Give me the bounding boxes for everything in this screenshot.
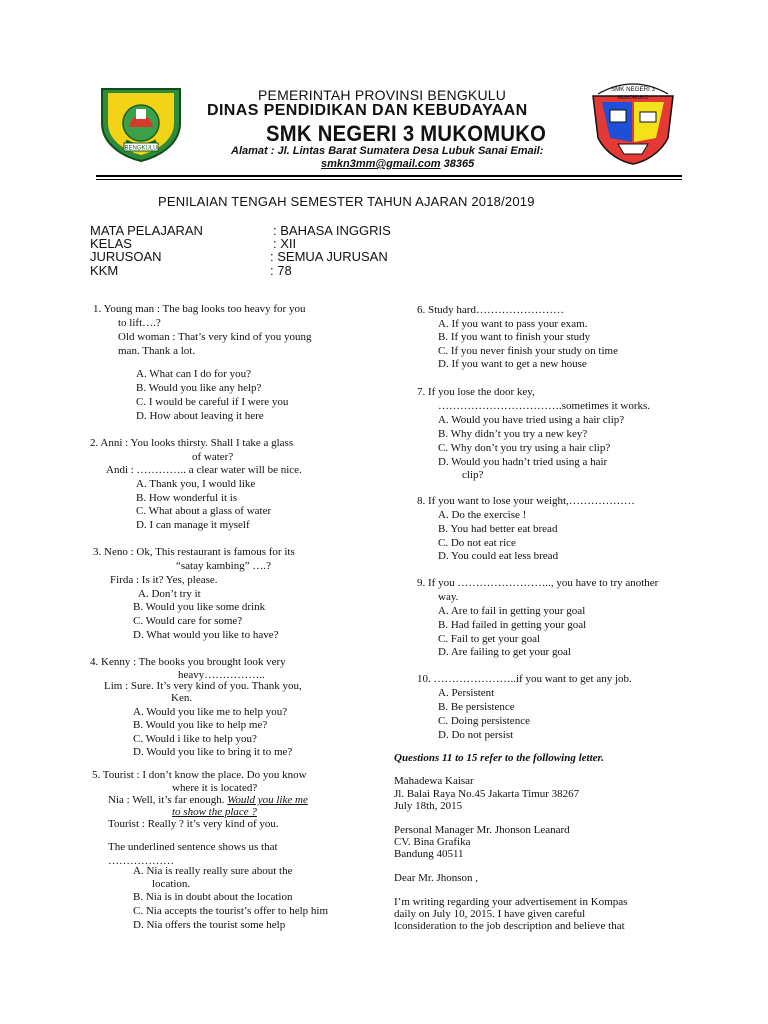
q6-option-d: D. If you want to get a new house <box>438 358 587 370</box>
letter-instruction: Questions 11 to 15 refer to the following letter. <box>394 752 604 764</box>
q3-line-3: Firda : Is it? Yes, please. <box>110 574 218 586</box>
school-email[interactable]: smkn3mm@gmail.com <box>321 158 441 170</box>
q9-option-b: B. Had failed in getting your goal <box>438 619 587 631</box>
q8-line-1: 8. If you want to lose your weight,……………… <box>417 495 635 507</box>
q3-option-d: D. What would you like to have? <box>133 629 279 641</box>
header-rule-thin <box>96 179 682 180</box>
q5-option-b: B. Nia is in doubt about the location <box>133 891 293 903</box>
q8-option-d: D. You could eat less bread <box>438 550 559 562</box>
q9-line-1: 9. If you …………………….., you have to try another <box>417 577 659 589</box>
q7-option-b: B. Why didn’t you try a new key? <box>438 428 588 440</box>
government-line: PEMERINTAH PROVINSI BENGKULU <box>258 87 507 103</box>
meta-value-subject: : BAHASA INGGRIS <box>273 223 391 238</box>
meta-label-major: JURUSOAN <box>90 249 162 264</box>
province-crest-logo <box>96 83 186 163</box>
q9-option-d: D. Are failing to get your goal <box>438 646 571 658</box>
q4-line-3: Lim : Sure. It’s very kind of you. Thank you, <box>104 680 302 692</box>
q5-option-c: C. Nia accepts the tourist’s offer to help him <box>133 905 329 917</box>
q1-option-b: B. Would you like any help? <box>136 382 262 394</box>
q9-option-c: C. Fail to get your goal <box>438 633 541 645</box>
q7-option-d: D. Would you hadn’t tried using a hair <box>438 456 608 468</box>
q10-option-b: B. Be persistence <box>438 701 515 713</box>
school-emblem-logo <box>588 80 678 166</box>
q6-line-1: 6. Study hard…………………… <box>417 304 564 316</box>
q8-option-a: A. Do the exercise ! <box>438 509 527 521</box>
q2-line-1: 2. Anni : You looks thirsty. Shall I take a glass <box>90 437 294 449</box>
q7-line-1: 7. If you lose the door key, <box>417 386 535 398</box>
q2-option-a: A. Thank you, I would like <box>136 478 256 490</box>
q8-option-b: B. You had better eat bread <box>438 523 558 535</box>
q4-line-2: heavy…………….. <box>178 669 265 681</box>
q7-option-d-cont: clip? <box>462 469 484 481</box>
school-address: Alamat : Jl. Lintas Barat Sumatera Desa Lubuk Sanai Email: <box>231 145 544 157</box>
q5-option-d: D. Nia offers the tourist some help <box>133 919 286 931</box>
q3-option-b: B. Would you like some drink <box>133 601 266 613</box>
q5-line-3-text: Nia : Well, it’s far enough. <box>108 794 228 806</box>
emblem-label: SMK NEGERI 3 <box>610 86 656 93</box>
q3-line-2: “satay kambing” ….? <box>176 560 271 572</box>
q4-option-c: C. Would i like to help you? <box>133 733 257 745</box>
meta-value-class: : XII <box>273 236 297 251</box>
q6-option-b: B. If you want to finish your study <box>438 331 591 343</box>
q3-option-c: C. Would care for some? <box>133 615 243 627</box>
q7-option-c: C. Why don’t you try using a hair clip? <box>438 442 611 454</box>
q5-line-6: The underlined sentence shows us that <box>108 841 278 853</box>
school-name: SMK NEGERI 3 MUKOMUKO <box>266 121 547 146</box>
department-line: DINAS PENDIDIKAN DAN KEBUDAYAAN <box>207 102 528 119</box>
q1-option-a: A. What can I do for you? <box>136 368 251 380</box>
letter-sender-name: Mahadewa Kaisar <box>394 775 474 787</box>
q6-option-c: C. If you never finish your study on time <box>438 345 618 357</box>
q1-line-4: man. Thank a lot. <box>118 345 196 357</box>
letter-recipient-3: Bandung 40511 <box>394 848 464 860</box>
q10-option-d: D. Do not persist <box>438 729 514 741</box>
q3-line-1: 3. Neno : Ok, This restaurant is famous for its <box>93 546 295 558</box>
q1-option-c: C. I would be careful if I were you <box>136 396 289 408</box>
school-email-line <box>321 158 474 170</box>
emblem-label-2: MUKOMUKO <box>617 95 649 101</box>
q2-option-c: C. What about a glass of water <box>136 505 272 517</box>
letter-recipient-2: CV. Bina Grafika <box>394 836 471 848</box>
q5-underlined-sentence-2: to show the place ? <box>172 806 257 818</box>
q2-line-2: of water? <box>192 451 234 463</box>
q3-option-a: A. Don’t try it <box>138 588 201 600</box>
meta-label-subject: MATA PELAJARAN <box>90 223 203 238</box>
q10-line-1: 10. …………………..if you want to get any job. <box>417 673 632 685</box>
letter-date: July 18th, 2015 <box>394 800 463 812</box>
q5-line-1: 5. Tourist : I don’t know the place. Do you know <box>92 769 307 781</box>
q2-option-b: B. How wonderful it is <box>136 492 238 504</box>
q9-line-2: way. <box>438 591 459 603</box>
q5-line-7: ……………… <box>108 855 174 867</box>
letter-recipient-1: Personal Manager Mr. Jhonson Leanard <box>394 824 570 836</box>
q1-line-3: Old woman : That’s very kind of you young <box>118 331 312 343</box>
letter-sender-address: Jl. Balai Raya No.45 Jakarta Timur 38267 <box>394 788 580 800</box>
q4-option-d: D. Would you like to bring it to me? <box>133 746 293 758</box>
q5-line-2: where it is located? <box>172 782 258 794</box>
q8-option-c: C. Do not eat rice <box>438 537 516 549</box>
q4-option-a: A. Would you like me to help you? <box>133 706 288 718</box>
q6-option-a: A. If you want to pass your exam. <box>438 318 588 330</box>
q4-line-1: 4. Kenny : The books you brought look very <box>90 656 286 668</box>
q2-option-d: D. I can manage it myself <box>136 519 250 531</box>
q2-line-3: Andi : ………….. a clear water will be nice. <box>106 464 302 476</box>
meta-value-major: : SEMUA JURUSAN <box>270 249 388 264</box>
letter-body-3: lconsideration to the job description and believe that <box>394 920 625 932</box>
q7-line-2: …………………………….sometimes it works. <box>438 400 651 412</box>
meta-value-kkm: : 78 <box>270 263 292 278</box>
q5-option-a-cont: location. <box>152 878 191 890</box>
postcode: 38365 <box>440 158 475 170</box>
meta-label-kkm: KKM <box>90 263 119 278</box>
q9-option-a: A. Are to fail in getting your goal <box>438 605 586 617</box>
q1-option-d: D. How about leaving it here <box>136 410 264 422</box>
q10-option-a: A. Persistent <box>438 687 495 699</box>
crest-label: BENGKULU <box>124 145 158 152</box>
q1-line-1: 1. Young man : The bag looks too heavy for you <box>93 303 306 315</box>
q5-line-5: Tourist : Really ? it’s very kind of you. <box>108 818 279 830</box>
letter-body-1: I’m writing regarding your advertisement in Kompas <box>394 896 628 908</box>
letter-body-2: daily on July 10, 2015. I have given careful <box>394 908 586 920</box>
exam-title: PENILAIAN TENGAH SEMESTER TAHUN AJARAN 2018/2019 <box>158 194 535 209</box>
q4-option-b: B. Would you like to help me? <box>133 719 268 731</box>
q7-option-a: A. Would you have tried using a hair clip? <box>438 414 625 426</box>
q10-option-c: C. Doing persistence <box>438 715 530 727</box>
meta-label-class: KELAS <box>90 236 132 251</box>
q4-line-4: Ken. <box>171 692 193 704</box>
letter-salutation: Dear Mr. Jhonson , <box>394 872 479 884</box>
q1-line-2: to lift….? <box>118 317 161 329</box>
header-rule <box>96 175 682 177</box>
q5-option-a: A. Nia is really really sure about the <box>133 865 293 877</box>
q5-underlined-sentence: Would you like me <box>227 794 308 806</box>
